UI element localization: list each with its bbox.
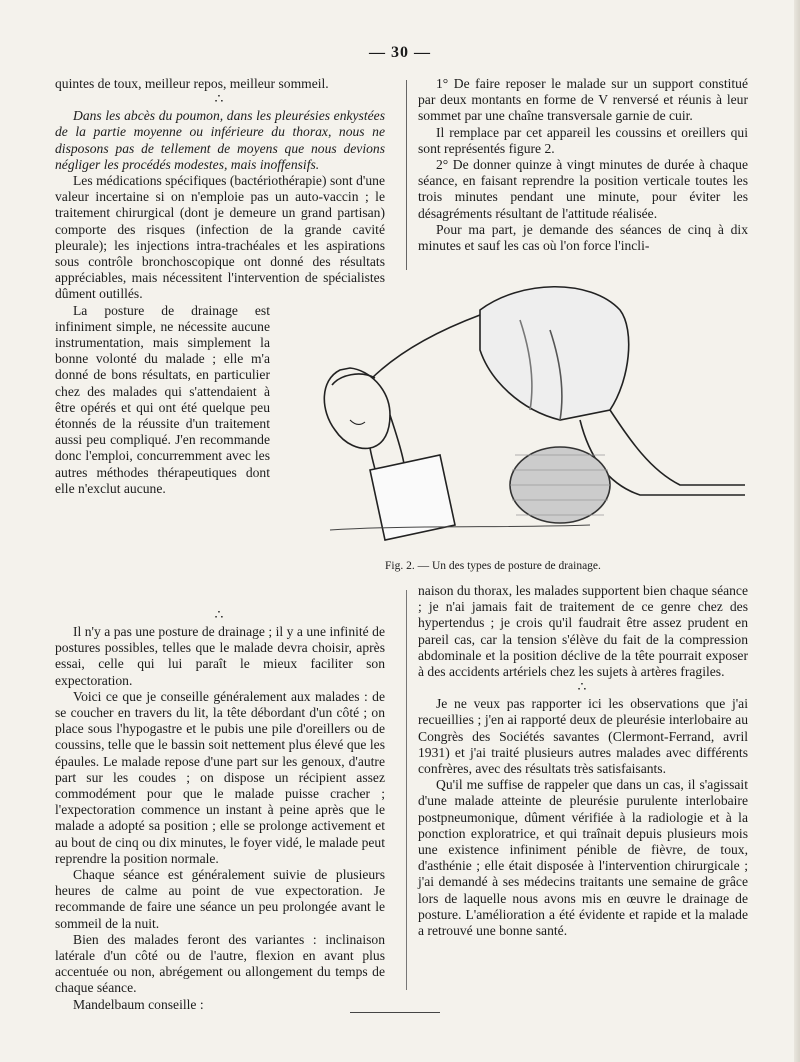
- paragraph: 1° De faire reposer le malade sur un support constitué par deux montants en forme de V renversé et réunis à leur sommet par une chaîne transversale garnie de cuir.: [418, 76, 748, 124]
- right-column-top: [418, 76, 748, 254]
- footer-rule: [350, 1012, 440, 1013]
- paragraph: quintes de toux, meilleur repos, meilleur sommeil.: [55, 76, 329, 91]
- paragraph: naison du thorax, les malades supportent bien chaque séance ; je n'ai jamais fait de traitement de ce genre chez des hypertendus ; je crois qu'il faudrait être assez prudent en pareil cas, car la tension s'élève du fait de la compression abdominale et la position déclive de la tête pourrait exposer à des accidents artériels chez les sujets à artères fragiles.: [418, 583, 748, 680]
- section-separator: ∴: [214, 608, 226, 623]
- left-column-bottom: [55, 608, 385, 1013]
- paragraph: Les médications spécifiques (bactériothérapie) sont d'une valeur incertaine si on n'emploie pas un auto-vaccin ; le traitement chirurgical (dont je demeure un grand partisan) comporte des risques (infection de la grande cavité pleurale); les injections intra-trachéales et les aspirations sous contrôle bronchoscopique ont donné des résultats appréciables, mais nécessitent l'intervention de spécialistes dûment outillés.: [55, 173, 385, 302]
- paragraph: Voici ce que je conseille généralement aux malades : de se coucher en travers du lit, la tête débordant d'un côté ; on place sous l'hypogastre et le pubis une pile d'oreillers ou de coussins, telle que le bassin soit nettement plus élevé que les épaules. Le malade repose d'une part sur les genoux, d'autre part sur les coudes ; on dispose un récipient assez commodément pour que le malade puisse cracher ; l'expectoration commence un instant à peine après que le malade a adopté sa position ; elle se prolonge activement et au bout de cinq ou dix minutes, le foyer vidé, le malade peut reprendre la position normale.: [55, 688, 385, 866]
- column-divider: [406, 80, 407, 270]
- page-number: — 30 —: [369, 44, 431, 61]
- paragraph: Pour ma part, je demande des séances de cinq à dix minutes et sauf les cas où l'on force l'incli-: [418, 221, 748, 254]
- paragraph-italic: Dans les abcès du poumon, dans les pleurésies enkystées de la partie moyenne ou inférieure du thorax, nous ne disposons pas de tellement de moyens que nous devions négliger les procédés modestes, mais inoffensifs.: [55, 108, 385, 172]
- paragraph: Chaque séance est généralement suivie de plusieurs heures de calme au point de vue expectoration. Je recommande de faire une séance un peu prolongée avant le sommeil de la nuit.: [55, 867, 385, 931]
- column-divider: [406, 590, 407, 990]
- paragraph: Bien des malades feront des variantes : inclinaison latérale d'un côté ou de l'autre, flexion en avant plus accentuée ou non, abrégement ou allongement du temps de chaque séance.: [55, 931, 385, 996]
- figure-caption: Fig. 2. — Un des types de posture de drainage.: [385, 560, 601, 572]
- section-separator: ∴: [577, 680, 589, 696]
- paragraph: Je ne veux pas rapporter ici les observations que j'ai recueillies ; j'en ai rapporté deux de pleurésie interlobaire au Congrès des Sociétés savantes (Clermont-Ferrand, avril 1931) et j'ai traité plusieurs autres malades avec différents confrères, avec des résultats très satisfaisants.: [418, 696, 748, 777]
- drainage-posture-figure: [290, 270, 760, 560]
- paragraph: 2° De donner quinze à vingt minutes de durée à chaque séance, en faisant reprendre la position verticale toutes les trois minutes pendant une minute, pour éviter les désagréments résultant de l'attitude réalisée.: [418, 157, 748, 221]
- right-column-bottom: [418, 583, 748, 939]
- section-separator: ∴: [214, 92, 226, 108]
- paragraph: La posture de drainage est infiniment simple, ne nécessite aucune instrumentation, mais simplement la bonne volonté du malade ; elle m'a donné de bons résultats, en particulier chez des malades qui s'attendaient à être opérés et qui ont été quelque peu étonnés de la réussite d'un traitement aussi peu compliqué. J'en recommande donc l'emploi, concurremment avec les autres méthodes thérapeutiques dont elle n'exclut aucune.: [55, 302, 270, 496]
- paragraph: Il remplace par cet appareil les coussins et oreillers qui sont représentés figure 2.: [418, 124, 748, 156]
- paragraph: Qu'il me suffise de rappeler que dans un cas, il s'agissait d'une malade atteinte de pleurésie purulente interlobaire postpneumonique, dûment vérifiée à la radiologie et à la ponction exploratrice, et qui traînait depuis plusieurs mois une existence infiniment pénible de fièvre, de toux, d'asthénie ; elle était disposée à l'intervention chirurgicale ; j'ai demandé à ses médecins traitants une semaine de grâce lors de laquelle nous avons mis en œuvre le drainage de posture. L'amélioration a été évidente et rapide et la malade a retrouvé une bonne santé.: [418, 777, 748, 939]
- scan-edge-shadow: [794, 0, 800, 1062]
- paragraph: Il n'y a pas une posture de drainage ; il y a une infinité de postures possibles, telles que le malade devra choisir, après essai, celle qui lui paraît le mieux faciliter son expectoration.: [55, 624, 385, 688]
- paragraph: Mandelbaum conseille :: [73, 996, 204, 1012]
